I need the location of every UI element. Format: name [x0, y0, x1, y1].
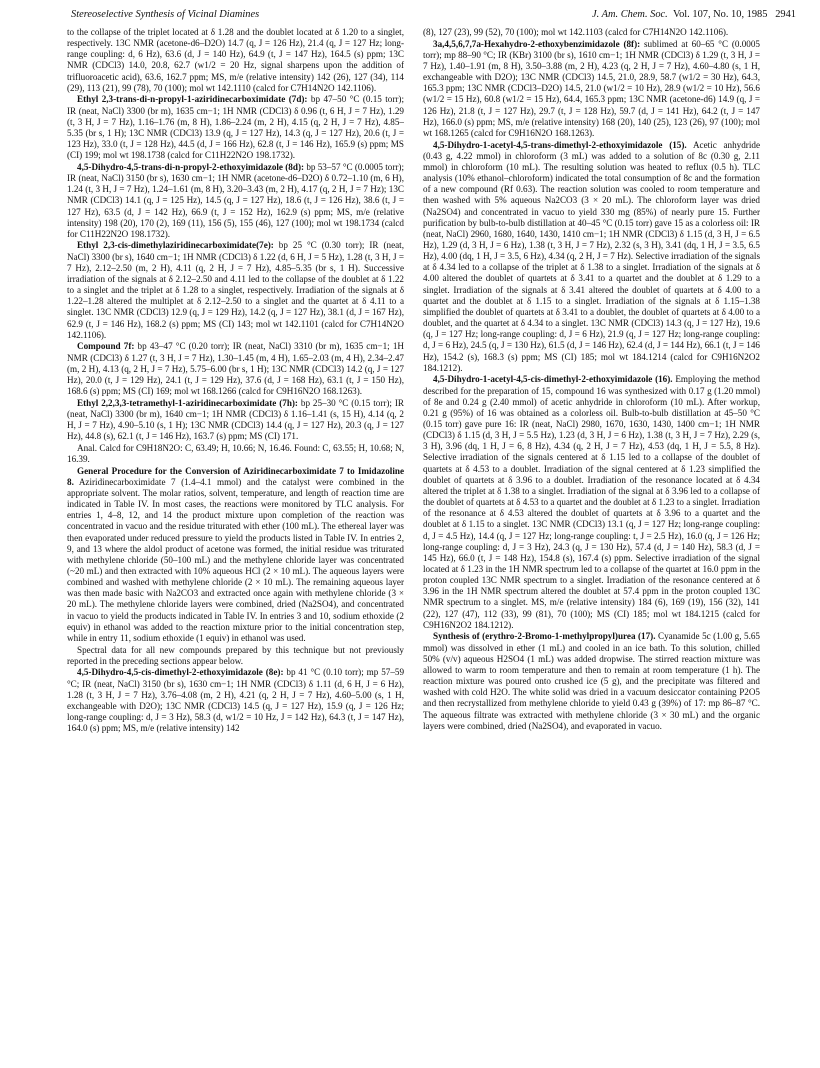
paragraph: Spectral data for all new compounds prepared by this technique but not previously reported in the preceding sections appear below.: [67, 644, 404, 666]
paragraph: 4,5-Dihydro-1-acetyl-4,5-trans-dimethyl-2-ethoxyimidazole (15). Acetic anhydride (0.43 g, 4.22 mmol) in chloroform (3 mL) was added to a solution of 8c (0.30 g, 2.11 mmol) in chloroform (10 mL). The resulting solution was heated to reflux (0.5 h). TLC analysis (10% ethanol–chloroform) indicated the total consumption of 8c and the formation of a new compound (Rf 0.63). The reaction solution was cooled to room temperature and then washed with 5% aqueous Na2CO3 (3 × 20 mL). The chloroform layer was dried (Na2SO4) and concentrated in vacuo to yield 330 mg (85%) of nearly pure 15. Further purification by bulb-to-bulb distillation at 40–45 °C (0.15 torr) gave 15 as a colorless oil: IR (neat, NaCl) 2960, 1680, 1640, 1430, 1410 cm−1; 1H NMR (CDCl3) δ 1.15 (d, 3 H, J = 6.5 Hz), 1.29 (d, 3 H, J = 6 Hz), 1.38 (t, 3 H, J = 7 Hz), 2.32 (s, 3 H), 3.41 (dq, 1 H, J = 3.5, 6.5 Hz), 4.00 (dq, 1 H, J = 3.5, 6 Hz), 4.34 (q, 2 H, J = 7 Hz). Selective irradiation of the signals at δ 4.34 led to a collapse of the triplet at δ 1.38 to a singlet. Irradiation of the signals at δ 4.00 altered the doublet of quartets at δ 3.41 to a quartet and the doublet at δ 1.29 to a singlet. Irradiation of the signals at δ 3.41 altered the doublet of quartets at δ 4.00 to a quartet and the doublet at δ 1.15 to a singlet. Irradiation of the signals at δ 1.15–1.38 simplified the doublet of quartets at δ 3.41 to a doublet, the doublet of quartets at δ 4.00 to a doublet, and the quartet at δ 4.34 to a singlet. 13C NMR (CDCl3) 14.3 (q, J = 127 Hz), 19.6 (q, J = 127 Hz; long-range coupling: d, J = 6 Hz), 21.9 (q, J = 127 Hz; long-range coupling: d, J = 6 Hz), 24.5 (q, J = 130 Hz), 61.5 (d, J = 146 Hz), 62.4 (d, J = 144 Hz), 66.1 (t, J = 146 Hz), 154.2 (s), 168.3 (s) ppm; MS (CI) 185; mol wt 184.1214 (calcd for C9H16N2O2 184.1212).: [423, 139, 760, 373]
paragraph: to the collapse of the triplet located at δ 1.28 and the doublet located at δ 1.20 to a singlet, respectively. 13C NMR (acetone-d6–D2O) 14.7 (q, J = 126 Hz), 21.4 (q, J = 127 Hz; long-range coupling: d, 6 Hz), 63.6 (d, J = 140 Hz), 64.9 (t, J = 147 Hz), 164.5 (s) ppm; 13C NMR (CDCl3) 14.0, 20.8, 62.7 (w1/2 = 20 Hz, signal sharpens upon the addition of trifluoroacetic acid), 63.6, 162.7 ppm; MS, m/e (relative intensity) 142 (26), 127 (34), 114 (29), 113 (21), 99 (78), 70 (100); mol wt 142.1110 (calcd for C7H14N2O 142.1106).: [67, 27, 404, 93]
paragraph: Ethyl 2,2,3,3-tetramethyl-1-aziridinecarboximidate (7h): bp 25–30 °C (0.15 torr); IR (neat, NaCl) 3300 (br m), 1640 cm−1; 1H NMR (CDCl3) δ 1.16–1.41 (s, 15 H), 4.14 (q, 2 H, J = 7 Hz), 4.90–5.10 (s, 1 H); 13C NMR (CDCl3) 14.4 (q, J = 127 Hz), 20.3 (q, J = 127 Hz), 44.8 (s), 62.1 (t, J = 146 Hz), 163.7 (s) ppm; MS (CI) 171.: [67, 397, 404, 442]
paragraph: General Procedure for the Conversion of Aziridinecarboximidate 7 to Imidazoline 8. Aziridinecarboximidate 7 (1.4–4.1 mmol) and the catalyst were combined in the appropriate solvent. The molar ratios, solvent, temperature, and length of reaction time are indicated in Table IV. In most cases, the reactions were monitored by TLC analysis. For entries 1, 4–8, 12, and 14 the product mixture upon completion of the reaction was concentrated in vacuo and the residue triturated with ether (100 mL). The ethereal layer was then evaporated under reduced pressure to yield the products listed in Table IV. In entries 2, 9, and 13 where the aldol product of acetone was formed, the initial residue was triturated with methylene chloride (50–100 mL) and the methylene chloride layer was concentrated (~20 mL) and then extracted with 10% aqueous HCl (2 × 10 mL). The aqueous layers were combined and washed with methylene chloride (2 × 10 mL). The remaining aqueous layer was then made basic with Na2CO3 and extracted once again with methylene chloride (3 × 20 mL). The methylene chloride layers were combined, dried (Na2SO4), and concentrated in vacuo to yield the products indicated in Table IV. In entries 3 and 10, sodium ethoxide (2 equiv) in ethanol was added to the reaction mixture prior to the initial concentration step, while in entry 11, sodium ethoxide (1 equiv) in ethanol was used.: [67, 465, 404, 643]
left-column: [67, 27, 404, 735]
page-number: 2941: [775, 9, 796, 20]
paragraph: 4,5-Dihydro-4,5-trans-di-n-propyl-2-ethoxyimidazole (8d): bp 53–57 °C (0.0005 torr); IR (neat, NaCl) 3150 (br s), 1630 cm−1; 1H NMR (acetone-d6–D2O) δ 0.72–1.10 (m, 6 H), 1.24 (t, 3 H, J = 7 Hz), 1.24–1.61 (m, 8 H), 3.20–3.43 (m, 2 H), 4.17 (q, 2 H, J = 7 Hz); 13C NMR (CDCl3) 14.1 (q, J = 125 Hz), 14.5 (q, J = 127 Hz), 18.6 (t, J = 126 Hz), 38.6 (t, J = 127 Hz), 63.5 (d, J = 142 Hz), 66.9 (t, J = 152 Hz), 162.9 (s) ppm; MS, m/e (relative intensity) 198 (20), 170 (2), 169 (11), 156 (5), 155 (46), 127 (100); mol wt 198.1734 (calcd for C11H22N2O 198.1732).: [67, 161, 404, 239]
paragraph: 4,5-Dihydro-4,5-cis-dimethyl-2-ethoxyimidazole (8e): bp 41 °C (0.10 torr); mp 57–59 °C; IR (neat, NaCl) 3150 (br s), 1630 cm−1; 1H NMR (CDCl3) δ 1.11 (d, 6 H, J = 6 Hz), 1.28 (t, 3 H, J = 7 Hz), 3.76–4.08 (m, 2 H), 4.21 (q, 2 H, J = 7 Hz), 4.60–5.00 (s, 1 H, exchangeable with D2O); 13C NMR (CDCl3) 14.5 (q, J = 127 Hz), 15.9 (q, J = 126 Hz; long-range coupling: d, J = 3 Hz), 58.3 (d, w1/2 = 10 Hz, J = 142 Hz), 64.3 (t, J = 147 Hz), 164.0 (s) ppm; MS, m/e (relative intensity) 142: [67, 667, 405, 734]
paragraph: Ethyl 2,3-trans-di-n-propyl-1-aziridinecarboximidate (7d): bp 47–50 °C (0.15 torr); IR (neat, NaCl) 3300 (br m), 1635 cm−1; 1H NMR (CDCl3) δ 0.96 (t, 6 H, J = 7 Hz), 1.29 (t, 3 H, J = 7 Hz), 1.16–1.76 (m, 8 H), 1.86–2.24 (m, 2 H), 4.15 (q, 2 H, J = 7 Hz), 4.85–5.35 (br s, 1 H); 13C NMR (CDCl3) 13.9 (q, J = 127 Hz), 14.3 (q, J = 127 Hz), 20.6 (t, J = 123 Hz), 33.0 (t, J = 128 Hz), 44.5 (d, J = 166 Hz), 62.8 (t, J = 146 Hz), 165.9 (s) ppm; MS (CI) 199; mol wt 198.1738 (calcd for C11H22N2O 198.1732).: [67, 94, 405, 161]
running-title: Stereoselective Synthesis of Vicinal Diamines: [71, 9, 260, 20]
journal-citation: [592, 9, 796, 20]
paragraph: Compound 7f: bp 43–47 °C (0.20 torr); IR (neat, NaCl) 3310 (br m), 1635 cm−1; 1H NMR (CDCl3) δ 1.27 (t, 3 H, J = 7 Hz), 1.30–1.45 (m, 4 H), 1.65–2.03 (m, 4 H), 2.34–2.47 (m, 2 H), 4.13 (q, 2 H, J = 7 Hz), 5.75–6.00 (br s, 1 H); 13C NMR (CDCl3) 14.2 (q, J = 127 Hz), 20.0 (t, J = 129 Hz), 24.1 (t, J = 129 Hz), 37.6 (d, J = 168 Hz), 63.1 (t, J = 150 Hz), 168.6 (s) ppm; MS (CI) 169; mol wt 168.1266 (calcd for C9H16N2O 168.1263).: [67, 341, 404, 396]
right-column: [423, 27, 760, 732]
paragraph: Anal. Calcd for C9H18N2O: C, 63.49; H, 10.66; N, 16.46. Found: C, 63.55; H, 10.68; N, 16.39.: [67, 442, 404, 464]
paragraph: (8), 127 (23), 99 (52), 70 (100); mol wt 142.1103 (calcd for C7H14N2O 142.1106).: [423, 27, 729, 37]
paragraph: Synthesis of (erythro-2-Bromo-1-methylpropyl)urea (17). Cyanamide 5c (1.00 g, 5.65 mmol) was dissolved in ether (1 mL) and cooled in an ice bath. To this solution, chilled 50% (v/v) aqueous H2SO4 (1 mL) was added dropwise. The stirred reaction mixture was allowed to warm to room temperature and then to remain at room temperature (1 h). The reaction mixture was poured onto crushed ice (5 g), and the precipitate was filtered and washed with cold H2O. The white solid was dried in a vacuum desiccator containing P2O5 and then recrystallized from methylene chloride to yield 0.43 g (39%) of 17: mp 86–87 °C. The aqueous filtrate was extracted with methylene chloride (3 × 30 mL) and the organic layers were combined, dried (Na2SO4), and evaporated in vacuo.: [423, 631, 760, 731]
running-header: [71, 9, 796, 25]
paragraph: Ethyl 2,3-cis-dimethylaziridinecarboximidate(7e): bp 25 °C (0.30 torr); IR (neat, NaCl) 3300 (br s), 1640 cm−1; 1H NMR (CDCl3) δ 1.22 (d, 6 H, J = 5 Hz), 1.28 (t, 3 H, J = 7 Hz), 2.12–2.50 (m, 2 H), 4.11 (q, 2 H, J = 7 Hz), 4.85–5.35 (br s, 1 H). Successive irradiation of the signals at δ 2.12–2.50 and 4.11 led to the collapse of the doublet at δ 1.22 to a singlet and the triplet at δ 1.28 to a singlet, respectively. Irradiation of the signals at δ 1.22–1.28 altered the multiplet at δ 2.12–2.50 to a singlet and the quartet at δ 4.11 to a singlet. 13C NMR (CDCl3) 12.9 (q, J = 129 Hz), 14.2 (q, J = 127 Hz), 38.1 (d, J = 167 Hz), 62.9 (t, J = 146 Hz), 168.2 (s) ppm; MS (CI) 143; mol wt 142.1101 (calcd for C7H14N2O 142.1106).: [67, 240, 404, 340]
paragraph: 4,5-Dihydro-1-acetyl-4,5-cis-dimethyl-2-ethoxyimidazole (16). Employing the method described for the preparation of 15, compound 16 was synthesized with 0.17 g (1.20 mmol) of 8e and 0.24 g (2.40 mmol) of acetic anhydride in chloroform (10 mL). After workup, 0.21 g (95%) of 16 was obtained as a colorless oil. Bulb-to-bulb distillation at 45–50 °C (0.15 torr) gave pure 16: IR (neat, NaCl) 2980, 1670, 1630, 1430, 1400 cm−1; 1H NMR (CDCl3) δ 1.15 (d, 3 H, J = 5.5 Hz), 1.23 (d, 3 H, J = 6 Hz), 1.38 (t, 3 H, J = 7 Hz), 2.29 (s, 3 H), 3.96 (dq, 1 H, J = 6, 8 Hz), 4.34 (q, 2 H, J = 7 Hz), 4.53 (dq, 1 H, J = 5.5, 8 Hz). Selective irradiation of the signals centered at δ 1.15 led to a collapse of the doublet of quartets at δ 4.53 to a doublet. Irradiation of the signal centered at δ 1.23 simplified the doublet of quartets at δ 3.96 to a doublet. Irradiation of the resonance located at δ 4.34 altered the triplet at δ 1.38 to a singlet. Irradiation of the signal at δ 3.96 led to a collapse of the doublet of quartets at δ 4.53 to a quartet and the doublet at δ 1.23 to a singlet. Irradiation of the resonance at δ 4.53 altered the doublet of quartets at δ 3.96 to a quartet and the doublet at δ 1.15 to a singlet. 13C NMR (CDCl3) 13.1 (q, J = 127 Hz; long-range coupling: d, J = 4.5 Hz), 14.4 (q, J = 127 Hz; long-range coupling: t, J = 2.5 Hz), 16.0 (q, J = 126 Hz; long-range coupling: d, J = 3 Hz), 24.3 (q, J = 130 Hz), 57.4 (d, J = 140 Hz), 58.3 (d, J = 145 Hz), 66.0 (t, J = 148 Hz), 154.8 (s), 167.4 (s) ppm. Selective irradiation of the signal located at δ 1.23 in the 1H NMR spectrum led to a collapse of the quartet at 16.0 ppm in the proton coupled 13C NMR spectrum to a singlet. Irradiation of the resonance centered at δ 3.96 in the 1H NMR spectrum altered the doublet at 57.4 ppm in the proton coupled 13C NMR spectrum to a singlet. MS, m/e (relative intensity) 184 (6), 169 (19), 156 (32), 141 (22), 127 (47), 112 (33), 99 (81), 70 (100); MS (CI) 185; mol wt 184.1215 (calcd for C9H16N2O2 184.1212).: [423, 374, 760, 630]
paragraph: 3a,4,5,6,7,7a-Hexahydro-2-ethoxybenzimidazole (8f): sublimed at 60–65 °C (0.0005 torr); mp 88–90 °C; IR (KBr) 3100 (br s), 1610 cm−1; 1H NMR (CDCl3) δ 1.29 (t, 3 H, J = 7 Hz), 1.40–1.91 (m, 8 H), 3.50–3.88 (m, 2 H), 4.23 (q, 2 H, J = 7 Hz), 4.60–4.80 (s, 1 H, exchangeable with D2O); 13C NMR (CDCl3) 14.5, 21.0, 28.9, 58.7 (w1/2 = 30 Hz), 64.3, 165.3 ppm; 13C NMR (CDCl3–D2O) 14.5, 21.0 (w1/2 = 10 Hz), 28.9 (w1/2 = 10 Hz), 56.6 (w1/2 = 15 Hz), 60.8 (w1/2 = 15 Hz), 64.4, 165.3 ppm; 13C NMR (acetone-d6) 14.9 (q, J = 126 Hz), 21.8 (t, J = 127 Hz), 29.7 (t, J = 128 Hz), 59.7 (d, J = 141 Hz), 64.2 (t, J = 147 Hz), 166.0 (s) ppm; MS, m/e (relative intensity) 168 (20), 140 (25), 123 (26), 97 (100); mol wt 168.1265 (calcd for C9H16N2O 168.1263).: [423, 38, 760, 138]
volume-issue: Vol. 107, No. 10, 1985: [672, 9, 768, 20]
journal-name: J. Am. Chem. Soc.: [592, 9, 668, 20]
